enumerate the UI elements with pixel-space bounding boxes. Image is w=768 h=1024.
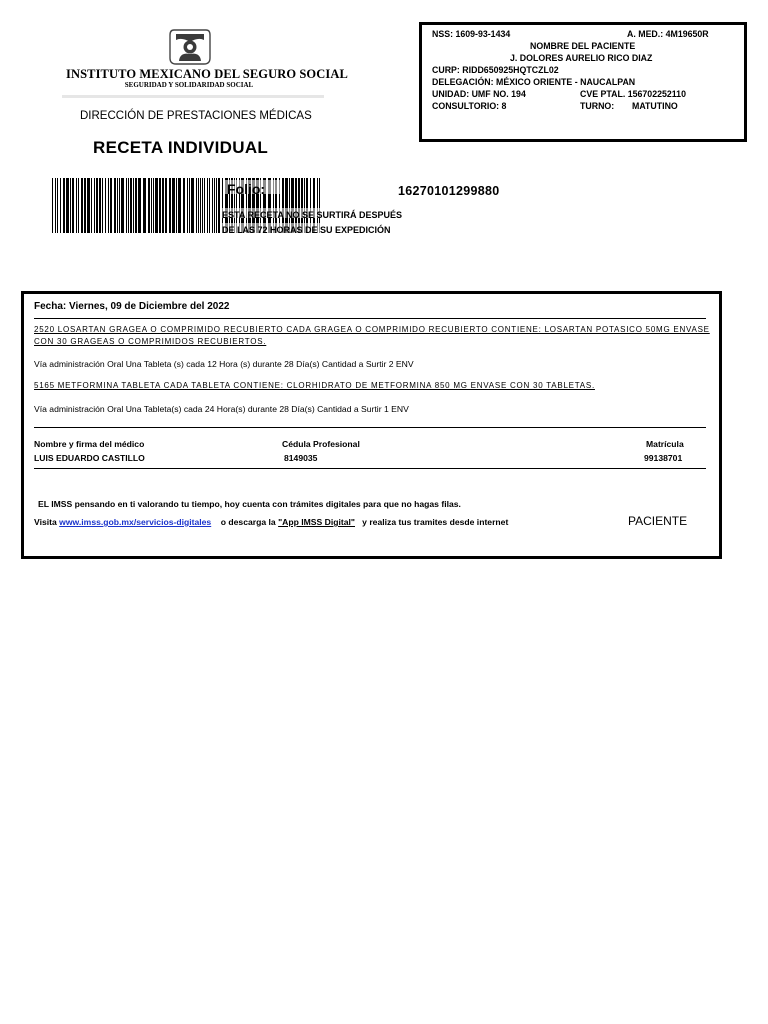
page-title: RECETA INDIVIDUAL	[93, 138, 269, 157]
rest-text: y realiza tus tramites desde internet	[362, 517, 509, 527]
imss-digital-services-link[interactable]: www.imss.gob.mx/servicios-digitales	[59, 517, 212, 527]
turno-label: TURNO:	[580, 101, 615, 111]
patient-info-box	[419, 22, 747, 142]
direction-heading: DIRECCIÓN DE PRESTACIONES MÉDICAS	[80, 110, 312, 122]
medication-2-line1: 5165 METFORMINA TABLETA CADA TABLETA CONTIENE: CLORHIDRATO DE METFORMINA 850 MG ENVASE CON 30 TABLETAS.	[34, 381, 595, 390]
folio-label: Folio:	[227, 181, 266, 197]
app-imss-digital: "App IMSS Digital"	[278, 517, 355, 527]
matricula-label: Matrícula	[646, 439, 684, 449]
medication-1-instructions: Vía administración Oral Una Tableta (s) cada 12 Hora (s) durante 28 Día(s) Cantidad a Surtir 2 ENV	[34, 359, 414, 369]
expiry-warning-line1: ESTA RECETA NO SE SURTIRÁ DESPUÉS	[222, 210, 403, 220]
folio-number: 16270101299880	[398, 184, 500, 198]
prescription-box	[21, 291, 722, 559]
curp: CURP: RIDD650925HQTCZL02	[432, 65, 559, 75]
delegacion: DELEGACIÓN: MÉXICO ORIENTE - NAUCALPAN	[432, 77, 636, 87]
nss: NSS: 1609-93-1434	[432, 29, 511, 39]
a-med: A. MED.: 4M19650R	[627, 29, 709, 39]
expiry-warning-line2: DE LAS 72 HORAS DE SU EXPEDICIÓN	[222, 225, 391, 235]
turno: MATUTINO	[632, 101, 678, 111]
digital-services-notice: EL IMSS pensando en ti valorando tu tiempo, hoy cuenta con trámites digitales para que no hagas filas.	[38, 499, 461, 509]
medication-1-line1: 2520 LOSARTAN GRAGEA O COMPRIMIDO RECUBIERTO CADA GRAGEA O COMPRIMIDO RECUBIERTO CONTIENE: LOSARTAN POTASICO 50MG ENVASE	[34, 325, 710, 334]
consultorio: CONSULTORIO: 8	[432, 101, 507, 111]
cedula-value: 8149035	[284, 453, 318, 463]
matricula-value: 99138701	[644, 453, 683, 463]
institution-name: INSTITUTO MEXICANO DEL SEGURO SOCIAL	[66, 67, 348, 81]
unidad: UNIDAD: UMF NO. 194	[432, 89, 526, 99]
visit-text: Visita	[34, 517, 57, 527]
divider	[34, 427, 706, 428]
doctor-name: LUIS EDUARDO CASTILLO	[34, 453, 145, 463]
digital-services-line	[34, 517, 508, 527]
download-text: o descarga la	[220, 517, 276, 527]
medication-1-line2: CON 30 GRAGEAS O COMPRIMIDOS RECUBIERTOS.	[34, 337, 267, 346]
doctor-name-label: Nombre y firma del médico	[34, 439, 145, 449]
prescription-date: Fecha: Viernes, 09 de Diciembre del 2022	[34, 301, 230, 312]
institution-subtitle: SEGURIDAD Y SOLIDARIDAD SOCIAL	[124, 81, 254, 89]
header-divider	[62, 95, 324, 98]
patient-name-label: NOMBRE DEL PACIENTE	[530, 41, 636, 51]
divider	[34, 318, 706, 319]
medication-2-instructions: Vía administración Oral Una Tableta(s) cada 24 Hora(s) durante 28 Día(s) Cantidad a Surtir 1 ENV	[34, 404, 409, 414]
imss-logo-icon	[168, 28, 212, 66]
patient-name: J. DOLORES AURELIO RICO DIAZ	[510, 53, 653, 63]
cedula-label: Cédula Profesional	[282, 439, 360, 449]
copy-label: PACIENTE	[628, 514, 688, 528]
divider	[34, 468, 706, 469]
cve-ptal: CVE PTAL. 156702252110	[580, 89, 686, 99]
